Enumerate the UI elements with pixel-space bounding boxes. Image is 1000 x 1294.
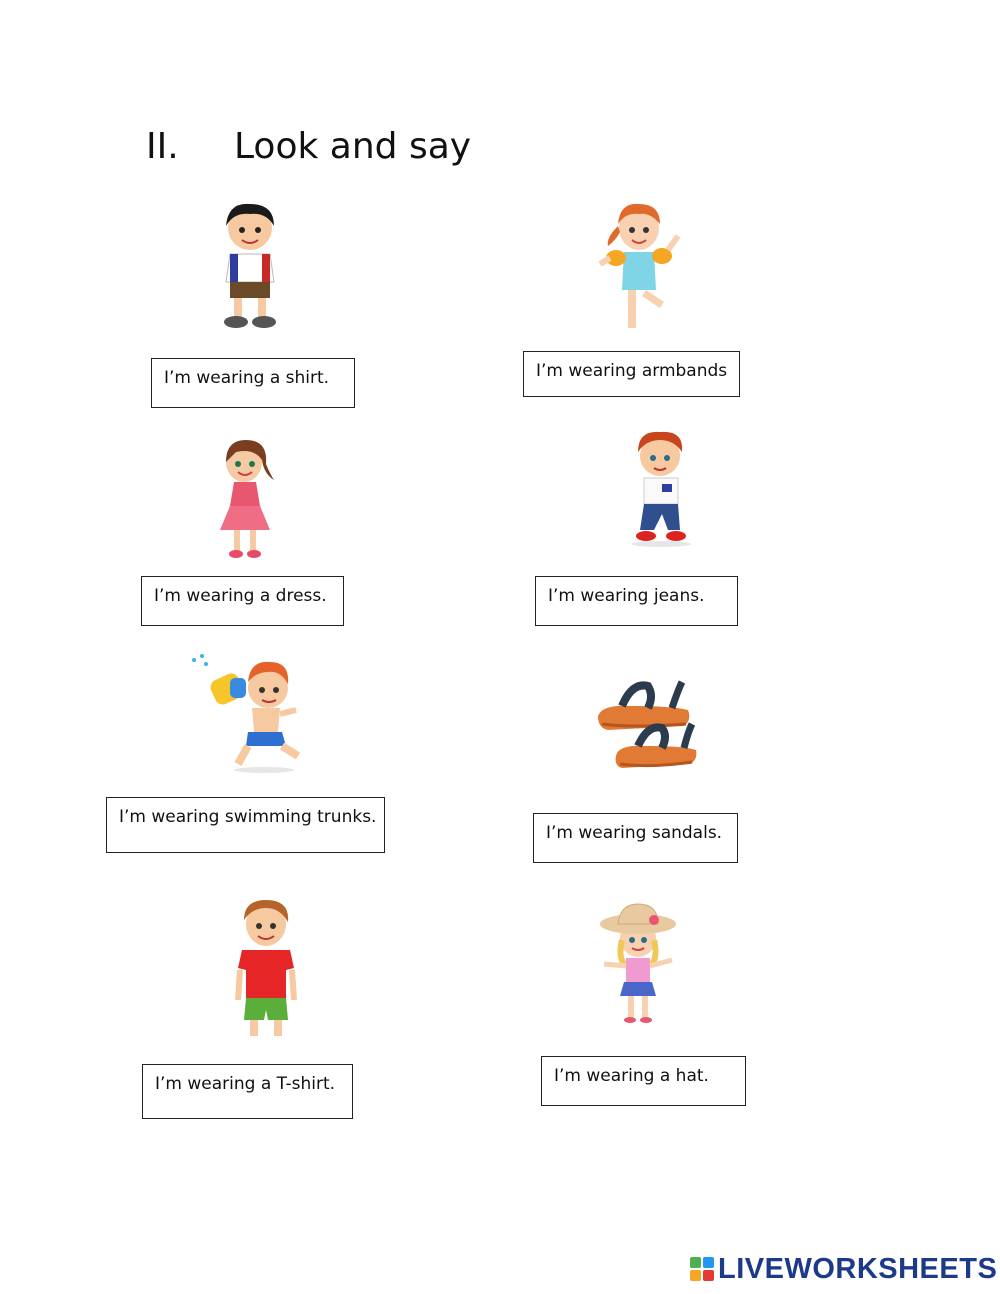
liveworksheets-logo-text: LIVEWORKSHEETS xyxy=(718,1252,998,1285)
girl-hat-illustration xyxy=(596,900,678,1026)
section-title: Look and say xyxy=(234,126,472,167)
caption-box-hat: I’m wearing a hat. xyxy=(541,1056,746,1106)
caption-box-armbands: I’m wearing armbands xyxy=(523,351,740,397)
liveworksheets-logo-icon xyxy=(690,1257,714,1281)
caption-box-dress: I’m wearing a dress. xyxy=(141,576,344,626)
girl-armbands-illustration xyxy=(594,198,684,332)
boy-jeans-illustration xyxy=(624,428,698,550)
boy-tshirt-illustration xyxy=(232,898,300,1042)
caption-box-shirt: I’m wearing a shirt. xyxy=(151,358,355,408)
sandals-illustration xyxy=(592,676,700,774)
boy-shirt-illustration xyxy=(212,200,288,332)
caption-box-tshirt: I’m wearing a T-shirt. xyxy=(142,1064,353,1119)
boy-swimming-trunks-illustration xyxy=(186,652,304,774)
caption-box-swimming-trunks: I’m wearing swimming trunks. xyxy=(106,797,385,853)
girl-dress-illustration xyxy=(214,434,280,562)
liveworksheets-logo xyxy=(690,1253,997,1285)
section-number: II. xyxy=(146,126,179,167)
caption-box-jeans: I’m wearing jeans. xyxy=(535,576,738,626)
worksheet-heading xyxy=(146,122,471,172)
caption-box-sandals: I’m wearing sandals. xyxy=(533,813,738,863)
